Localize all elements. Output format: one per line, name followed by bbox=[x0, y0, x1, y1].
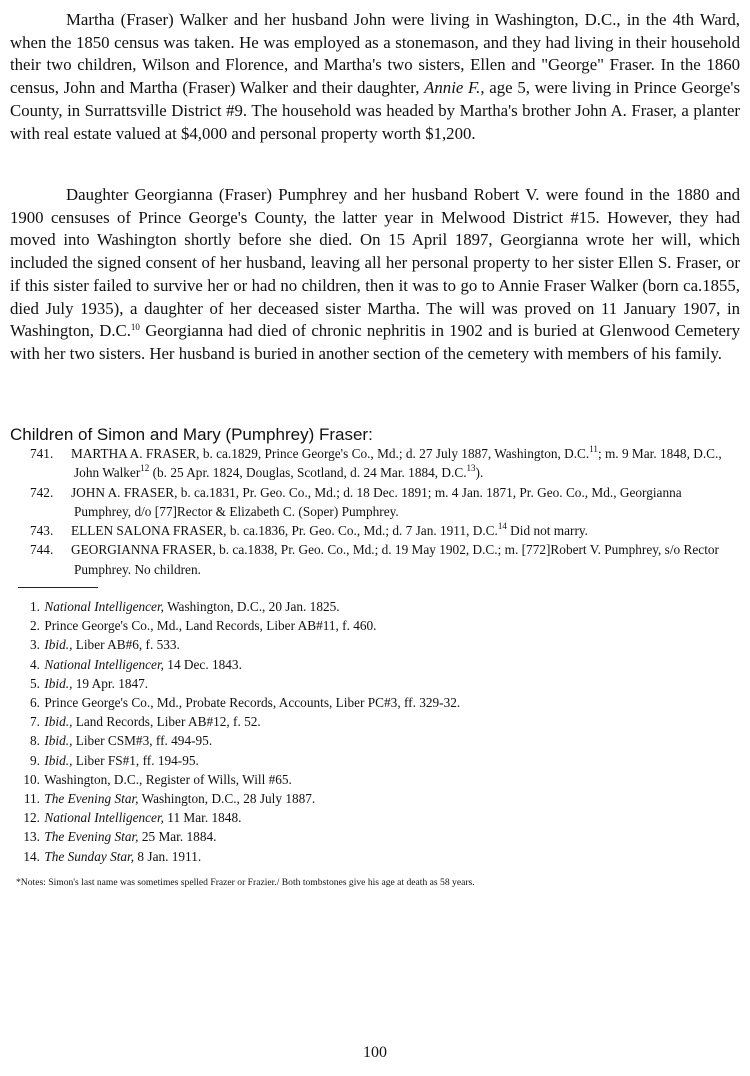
footnote-text: 25 Mar. 1884. bbox=[138, 829, 217, 845]
footnote-source: The Evening Star, bbox=[44, 791, 139, 807]
page-number: 100 bbox=[363, 1044, 387, 1061]
footnote-number: 2. bbox=[30, 618, 40, 634]
child-text: JOHN A. FRASER, b. ca.1831, Pr. Geo. Co., Md.; d. 18 Dec. 1891; m. 4 Jan. 1871, Pr. Geo. Co., Md., Georgianna Pumphrey, d/o [77]Rector & Elizabeth C. (Soper) Pumphrey. bbox=[71, 484, 682, 519]
footnote-source: National Intelligencer, bbox=[44, 599, 164, 614]
child-text: ). bbox=[475, 465, 484, 481]
footnote-divider bbox=[18, 587, 98, 588]
footnote-number: 14. bbox=[23, 848, 40, 864]
footnote-number: 5. bbox=[30, 675, 40, 691]
footnote-number: 11. bbox=[23, 791, 40, 807]
editorial-note: *Notes: Simon's last name was sometimes spelled Frazer or Frazier./ Both tombstones give his age at death as 58 years. bbox=[16, 877, 475, 888]
child-number: 742. bbox=[30, 484, 54, 500]
footnote-source: The Evening Star, bbox=[44, 829, 139, 845]
footnote-4 bbox=[14, 655, 714, 674]
child-number: 744. bbox=[30, 542, 54, 558]
paragraph-text: Georgianna had died of chronic nephritis in 1902 and is buried at Glenwood Cemetery with her two sisters. Her husband is buried in another section of the cemetery with members of his family. bbox=[10, 321, 740, 363]
footnote-8 bbox=[14, 731, 714, 750]
child-entry-741 bbox=[30, 444, 742, 483]
footnote-12 bbox=[14, 808, 714, 827]
footnote-text: Washington, D.C., Register of Wills, Will #65. bbox=[44, 771, 292, 787]
footnote-10 bbox=[14, 770, 714, 789]
footnote-ref: 14 bbox=[497, 521, 507, 532]
footnote-source: Ibid., bbox=[44, 714, 73, 730]
footnote-number: 12. bbox=[23, 810, 40, 826]
footnote-text: 11 Mar. 1848. bbox=[163, 810, 242, 826]
footnotes-list bbox=[14, 597, 714, 866]
footnote-number: 3. bbox=[30, 637, 40, 653]
footnote-13 bbox=[14, 827, 714, 846]
footnote-text: Liber AB#6, f. 533. bbox=[72, 637, 180, 653]
footnote-2 bbox=[14, 616, 714, 635]
footnote-number: 4. bbox=[30, 656, 40, 672]
footnote-text: 14 Dec. 1843. bbox=[163, 656, 242, 672]
footnote-number: 8. bbox=[30, 733, 40, 749]
footnote-11 bbox=[14, 789, 714, 808]
footnote-source: National Intelligencer, bbox=[44, 810, 164, 826]
footnote-number: 10. bbox=[23, 771, 40, 787]
children-heading: Children of Simon and Mary (Pumphrey) Fraser: bbox=[10, 425, 373, 444]
footnote-source: Ibid., bbox=[44, 733, 73, 749]
footnote-5 bbox=[14, 674, 714, 693]
footnote-number: 6. bbox=[30, 695, 40, 711]
footnote-text: Liber FS#1, ff. 194-95. bbox=[72, 752, 199, 768]
footnote-9 bbox=[14, 751, 714, 770]
child-text: ELLEN SALONA FRASER, b. ca.1836, Pr. Geo. Co., Md.; d. 7 Jan. 1911, D.C. bbox=[71, 523, 498, 539]
child-text: (b. 25 Apr. 1824, Douglas, Scotland, d. 24 Mar. 1884, D.C. bbox=[149, 465, 467, 481]
child-text: ; m. 9 Mar. 1848, D.C., John Walker bbox=[74, 446, 722, 481]
footnote-text: Prince George's Co., Md., Probate Records, Accounts, Liber PC#3, ff. 329-32. bbox=[44, 695, 461, 711]
footnote-text: Washington, D.C., 28 July 1887. bbox=[138, 791, 316, 807]
paragraph-text: Martha (Fraser) Walker and her husband John were living in Washington, D.C., in the 4th Ward, when the 1850 census was taken. He was employed as a stonemason, and they had living in their household their two children, Wilson and Florence, and Martha's two sisters, Ellen and "George" Fraser. In the 1860 census, John and Martha (Fraser) Walker and their daughter, bbox=[10, 10, 740, 98]
footnote-number: 7. bbox=[30, 714, 40, 730]
footnote-number: 1. bbox=[30, 599, 40, 614]
footnote-ref: 11 bbox=[589, 444, 598, 454]
footnote-text: 19 Apr. 1847. bbox=[72, 675, 149, 691]
child-entry-743 bbox=[30, 521, 742, 540]
footnote-3 bbox=[14, 635, 714, 654]
footnote-6 bbox=[14, 693, 714, 712]
child-text: MARTHA A. FRASER, b. ca.1829, Prince George's Co., Md.; d. 27 July 1887, Washington, D.C. bbox=[71, 446, 590, 461]
paragraph-italic-text: Annie F., bbox=[424, 78, 485, 98]
footnote-number: 9. bbox=[30, 752, 40, 768]
footnote-ref: 13 bbox=[466, 463, 476, 474]
footnote-7 bbox=[14, 712, 714, 731]
footnote-ref: 12 bbox=[140, 463, 150, 474]
footnote-ref: 10 bbox=[130, 322, 140, 333]
paragraph-text: Daughter Georgianna (Fraser) Pumphrey and her husband Robert V. were found in the 1880 and 1900 censuses of Prince George's County, the latter year in Melwood District #15. However, they had moved into Washington shortly before she died. On 15 April 1897, Georgianna wrote her will, which included the signed consent of her husband, leaving all her personal property to her sister Ellen S. Fraser, or if this sister failed to survive her or had no children, then it was to go to Annie Fraser Walker (born ca.1855, died July 1935), a daughter of her deceased sister Martha. The will was proved on 11 January 1907, in Washington, D.C. bbox=[10, 185, 740, 341]
child-entry-742 bbox=[30, 483, 742, 522]
paragraph-martha-walker bbox=[10, 9, 740, 145]
footnote-text: Liber CSM#3, ff. 494-95. bbox=[72, 733, 213, 749]
child-number: 741. bbox=[30, 446, 54, 461]
children-list bbox=[30, 444, 742, 579]
child-entry-744 bbox=[30, 540, 742, 579]
footnote-source: Ibid., bbox=[44, 752, 73, 768]
footnote-source: Ibid., bbox=[44, 675, 73, 691]
footnote-source: The Sunday Star, bbox=[44, 848, 135, 864]
footnote-number: 13. bbox=[23, 829, 40, 845]
child-number: 743. bbox=[30, 523, 54, 539]
footnote-14 bbox=[14, 847, 714, 866]
footnote-text: 8 Jan. 1911. bbox=[134, 848, 202, 864]
footnote-text: Prince George's Co., Md., Land Records, Liber AB#11, f. 460. bbox=[44, 618, 377, 634]
child-text: GEORGIANNA FRASER, b. ca.1838, Pr. Geo. Co., Md.; d. 19 May 1902, D.C.; m. [772]Robert V. Pumphrey, s/o Rector Pumphrey. No children. bbox=[71, 542, 719, 577]
paragraph-georgianna-pumphrey bbox=[10, 184, 740, 366]
paragraph-text: age 5, were living in Prince George's County, in Surrattsville District #9. The household was headed by Martha's brother John A. Fraser, a planter with real estate valued at $4,000 and personal property worth $1,200. bbox=[10, 78, 740, 143]
footnote-source: Ibid., bbox=[44, 637, 73, 653]
child-text: Did not marry. bbox=[506, 523, 588, 539]
footnote-text: Land Records, Liber AB#12, f. 52. bbox=[72, 714, 261, 730]
footnote-1 bbox=[14, 597, 714, 616]
footnote-source: National Intelligencer, bbox=[44, 656, 164, 672]
footnote-text: Washington, D.C., 20 Jan. 1825. bbox=[163, 599, 340, 614]
